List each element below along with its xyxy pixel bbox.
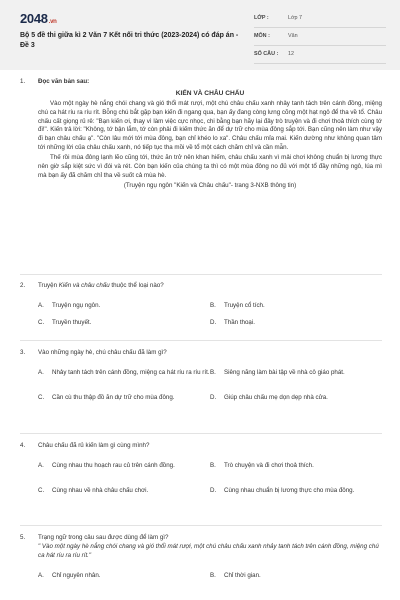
passage-paragraph: Vào một ngày hè nắng chói chang và gió thổi mát rượi, một chú châu chấu xanh nhảy tanh tách trên cánh đồng, miệng chú ca hát ríu ra ríu rít. Bỗng chú bắt gặp bạn kiến đi ngang qua, bạn ấy đang còng lưng cõng một hạt ngô để tha về tổ. Châu chấu cất giọng rủ rê: "Bạn kiến ơi, thay vì làm việc cực nhọc, chi bằng bạn hãy lại đây trò truyện và đi chơi thoả thích cùng tớ đi!". Kiến trả lời: "Không, tớ bận lắm, tớ còn phải đi kiếm thức ăn để dự trữ cho mùa đông sắp tới. Bạn cũng nên làm như vậy đi bạn châu chấu ạ". "Còn lâu mới tới mùa đông, bạn chỉ khéo lo xa". Châu chấu mỉa mai. Kiến dường như không quan tâm tới những lời của châu chấu xanh, nó tiếp tục tha mồi về tổ một cách chăm chỉ và cần mẫn.: [38, 99, 383, 152]
option-letter: B.: [210, 571, 216, 579]
divider: [20, 525, 382, 526]
question-text-part: thuộc thể loại nào?: [109, 282, 164, 289]
question-text-part: Truyện: [38, 282, 59, 289]
option-a[interactable]: [38, 458, 210, 475]
option-d[interactable]: [210, 483, 382, 500]
document-title: Bộ 5 đề thi giữa kì 2 Văn 7 Kết nối tri thức (2023-2024) có đáp án - Đề 3: [20, 32, 239, 49]
option-a[interactable]: [38, 568, 210, 585]
option-text: Truyền thuyết.: [52, 319, 92, 327]
option-text: Cùng nhau chuẩn bị lương thực cho mùa đông.: [224, 487, 355, 495]
question-2: [0, 282, 400, 332]
option-d[interactable]: [210, 390, 382, 407]
option-text: Giúp châu chấu mẹ dọn dẹp nhà cửa.: [224, 394, 328, 402]
option-text: Nhảy tanh tách trên cánh đồng, miệng ca hát ríu ra ríu rít.: [52, 369, 210, 377]
option-c[interactable]: [38, 315, 210, 332]
meta-table: [254, 10, 386, 64]
question-5: [0, 534, 400, 585]
question-text: Trạng ngữ trong câu sau được dùng để làm gì?: [38, 534, 169, 541]
question-1: [0, 78, 400, 191]
option-a[interactable]: [38, 298, 210, 315]
meta-label: SỐ CÂU :: [254, 50, 279, 57]
question-text: [38, 282, 382, 291]
story-name: Kiến và châu chấu: [58, 282, 110, 289]
logo-text: 2048: [20, 11, 48, 26]
question-number: 2.: [20, 282, 26, 289]
passage-title: KIẾN VÀ CHÂU CHẤU: [175, 89, 245, 97]
meta-row-count: [254, 46, 386, 64]
meta-row-subject: [254, 28, 386, 46]
question-text: Châu chấu đã rủ kiến làm gì cùng mình?: [38, 442, 150, 449]
question-list: [0, 78, 400, 580]
answer-options: [38, 458, 382, 500]
option-letter: C.: [38, 318, 45, 326]
option-letter: C.: [38, 486, 45, 494]
option-text: Cần cù thu thập đồ ăn dự trữ cho mùa đông.: [52, 394, 175, 402]
passage-paragraph: Thế rồi mùa đông lạnh lẽo cũng tới, thức ăn trở nên khan hiếm, châu chấu xanh vì mải chơi không chuẩn bị lương thực nên giờ sắp kiệt sức vì đói và rét. Còn bạn kiến của chúng ta thì có một mùa đông no đủ với một tổ đầy những ngô, lúa mì mà bạn ấy đã chăm chỉ tha về suốt cả mùa hè.: [38, 154, 382, 180]
option-text: Thần thoại.: [224, 319, 255, 327]
option-c[interactable]: [38, 390, 210, 407]
question-4: [0, 442, 400, 500]
question-number: 3.: [20, 349, 26, 356]
header: [0, 0, 400, 70]
answer-options: [38, 568, 382, 585]
option-text: Cùng nhau thu hoạch rau củ trên cánh đồng.: [52, 462, 175, 470]
question-text: Đọc văn bản sau:: [38, 78, 90, 85]
option-text: Truyện ngụ ngôn.: [52, 302, 101, 310]
meta-label: MÔN :: [254, 32, 270, 39]
option-letter: B.: [210, 301, 216, 309]
option-text: Trò chuyện và đi chơi thoả thích.: [224, 462, 314, 470]
option-text: Cùng nhau về nhà châu chấu chơi.: [52, 487, 149, 495]
divider: [20, 433, 382, 434]
option-text: Siêng năng làm bài tập về nhà cô giáo phát.: [224, 369, 345, 377]
option-letter: A.: [38, 368, 44, 376]
answer-options: [38, 298, 382, 332]
question-number: 5.: [20, 534, 26, 541]
question-quote: " Vào một ngày hè nắng chói chang và gió thổi mát rượi, một chú châu chấu xanh nhảy tanh tách trên cánh đồng, miệng chú ca hát ríu ra ríu rít.": [38, 542, 379, 559]
meta-value: Lớp 7: [288, 14, 303, 21]
question-3: [0, 349, 400, 407]
option-letter: D.: [210, 318, 217, 326]
option-c[interactable]: [38, 483, 210, 500]
meta-label: LỚP :: [254, 14, 269, 21]
option-letter: A.: [38, 301, 44, 309]
option-b[interactable]: [210, 298, 382, 315]
meta-value: Văn: [288, 32, 298, 39]
logo-suffix: .vn: [48, 19, 57, 25]
question-number: 1.: [20, 78, 26, 85]
question-number: 4.: [20, 442, 26, 449]
option-b[interactable]: [210, 365, 382, 382]
option-letter: A.: [38, 461, 44, 469]
option-letter: C.: [38, 393, 45, 401]
option-text: Chỉ thời gian.: [224, 572, 261, 580]
meta-value: 12: [288, 50, 294, 57]
option-letter: A.: [38, 571, 44, 579]
option-letter: D.: [210, 486, 217, 494]
passage-source: (Truyện ngụ ngôn "Kiến và Châu chấu"- trang 3-NXB thông tin): [123, 182, 297, 190]
option-text: Truyện cổ tích.: [224, 302, 265, 310]
option-letter: D.: [210, 393, 217, 401]
meta-row-grade: [254, 10, 386, 28]
question-text: Vào những ngày hè, chú châu chấu đã làm gì?: [38, 349, 167, 356]
option-b[interactable]: [210, 568, 382, 585]
divider: [20, 340, 382, 341]
option-b[interactable]: [210, 458, 382, 475]
option-letter: B.: [210, 461, 216, 469]
option-d[interactable]: [210, 315, 382, 332]
option-text: Chỉ nguyên nhân.: [52, 572, 101, 580]
divider: [20, 274, 382, 275]
option-letter: B.: [210, 368, 216, 376]
option-a[interactable]: [38, 365, 210, 382]
site-logo[interactable]: [20, 10, 57, 29]
answer-options: [38, 365, 382, 407]
